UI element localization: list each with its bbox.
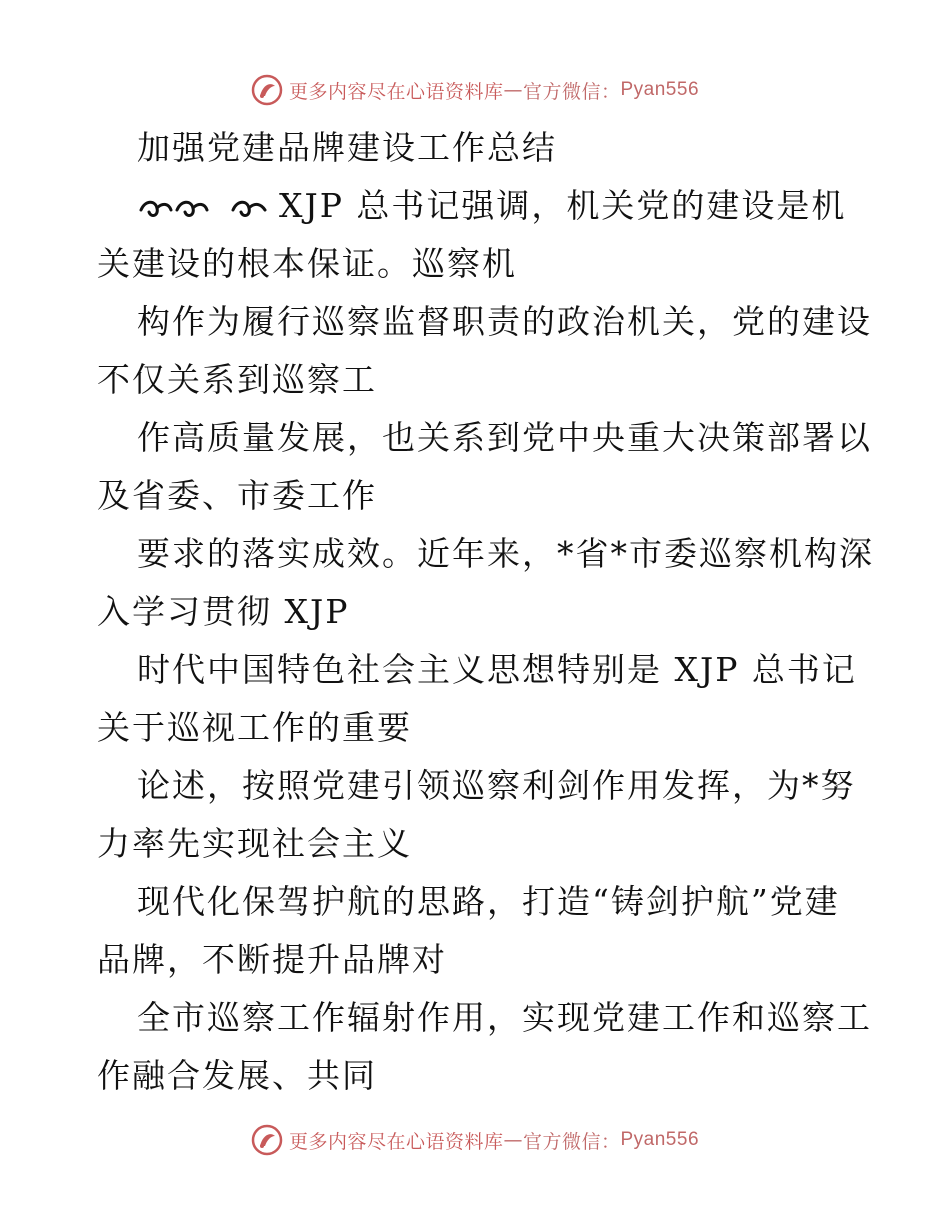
paragraph-line: 论述，按照党建引领巡察利剑作用发挥，为*努 bbox=[137, 766, 856, 805]
paragraph-line: 要求的落实成效。近年来，*省*市委巡察机构深 bbox=[137, 534, 874, 573]
paragraph-line: 力率先实现社会主义 bbox=[97, 824, 412, 863]
paragraph-line: 关建设的根本保证。巡察机 bbox=[97, 244, 517, 283]
watermark-main-text: 更多内容尽在心语资料库 bbox=[288, 80, 504, 103]
paragraph-line: 时代中国特色社会主义思想特别是 XJP 总书记 bbox=[137, 650, 857, 689]
watermark-sub-text: 官方微信： bbox=[522, 80, 621, 103]
paragraph-line: 不仅关系到巡察工 bbox=[97, 360, 377, 399]
paragraph-line bbox=[137, 186, 917, 226]
paragraph-line: 现代化保驾护航的思路，打造“铸剑护航”党建 bbox=[137, 882, 840, 921]
watermark-main-text: 更多内容尽在心语资料库 bbox=[288, 1130, 504, 1153]
watermark-sub-text: 官方微信： bbox=[522, 1130, 621, 1153]
paragraph-line: 入学习贯彻 XJP bbox=[97, 592, 350, 631]
watermark-id-text: Pyan556 bbox=[620, 79, 700, 100]
paragraph-line: 全市巡察工作辐射作用，实现党建工作和巡察工 bbox=[137, 998, 872, 1037]
paragraph-line: 品牌，不断提升品牌对 bbox=[97, 940, 447, 979]
paragraph-line: 作融合发展、共同 bbox=[97, 1056, 377, 1095]
paragraph-text: XJP 总书记强调，机关党的建设是机 bbox=[279, 186, 847, 225]
paragraph-line: 作高质量发展，也关系到党中央重大决策部署以 bbox=[137, 418, 872, 457]
document-title: 加强党建品牌建设工作总结 bbox=[137, 128, 557, 167]
paragraph-line: 构作为履行巡察监督职责的政治机关，党的建设 bbox=[137, 302, 872, 341]
paragraph-line: 关于巡视工作的重要 bbox=[97, 708, 412, 747]
watermark-dash: — bbox=[503, 1129, 523, 1151]
decorative-ornament-icon bbox=[137, 194, 277, 222]
paragraph-line: 及省委、市委工作 bbox=[97, 476, 377, 515]
watermark-footer bbox=[0, 1120, 950, 1160]
watermark-dash: — bbox=[503, 79, 523, 101]
watermark-id-text: Pyan556 bbox=[620, 1129, 700, 1150]
brand-logo-icon bbox=[251, 1124, 283, 1156]
